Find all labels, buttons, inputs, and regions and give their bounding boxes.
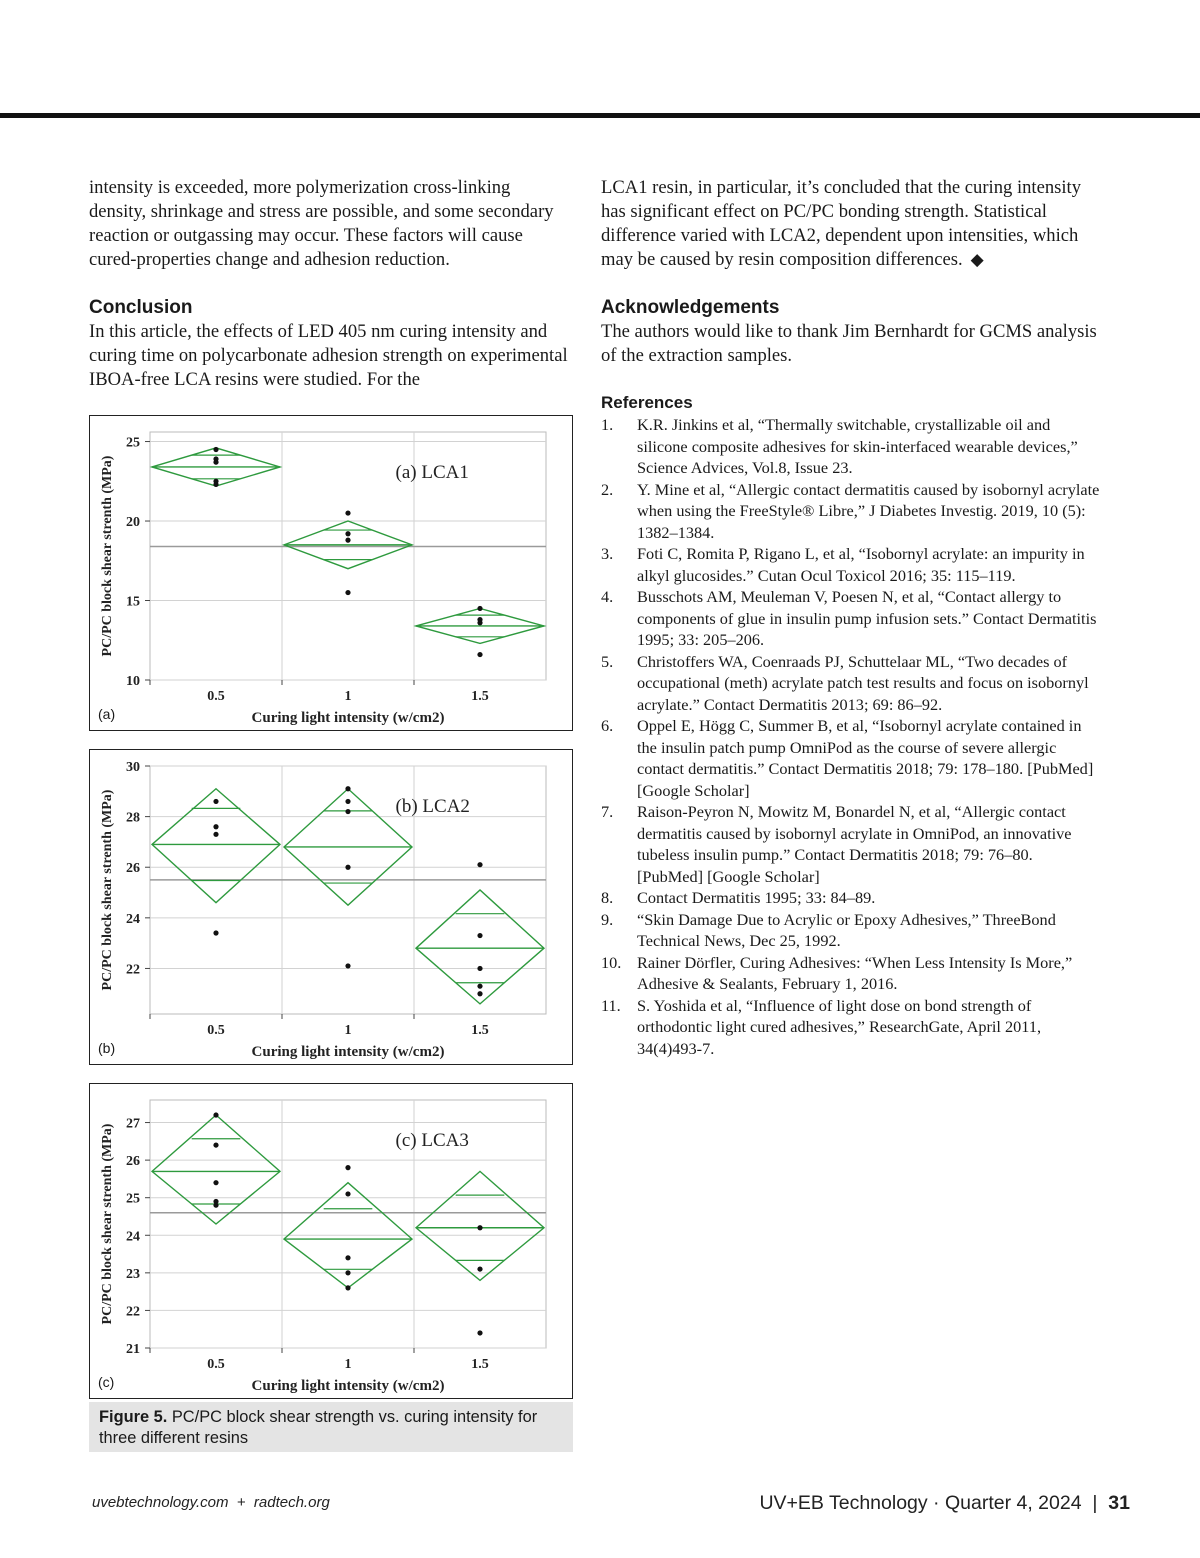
data-point bbox=[345, 590, 350, 595]
reference-item bbox=[601, 543, 1101, 586]
reference-text: Foti C, Romita P, Rigano L, et al, “Isobornyl acrylate: an impurity in alkyl glucosides.” Cutan Ocul Toxicol 2016; 35: 115–119. bbox=[637, 544, 1085, 585]
y-tick-label: 10 bbox=[126, 674, 140, 689]
x-tick-label: 1 bbox=[344, 689, 352, 704]
page-number: 31 bbox=[1108, 1492, 1130, 1514]
data-point bbox=[213, 460, 218, 465]
data-point bbox=[477, 620, 482, 625]
y-tick-label: 26 bbox=[126, 861, 140, 877]
y-tick-label: 20 bbox=[126, 515, 140, 531]
reference-text: Y. Mine et al, “Allergic contact dermatitis caused by isobornyl acrylate when using the FreeStyle® Libre,” J Diabetes Investig. 2019, 10 (5): 1382–1384. bbox=[637, 479, 1100, 542]
left-column bbox=[89, 176, 569, 392]
chart-title: (b) LCA2 bbox=[395, 796, 470, 817]
reference-text: Contact Dermatitis 1995; 33: 84–89. bbox=[637, 888, 876, 907]
reference-number: 2. bbox=[601, 479, 614, 499]
y-tick-label: 22 bbox=[126, 962, 140, 978]
references-list bbox=[601, 414, 1101, 1059]
right-column bbox=[601, 176, 1101, 1059]
data-point bbox=[345, 510, 350, 515]
y-tick-label: 25 bbox=[126, 1191, 140, 1207]
data-point bbox=[345, 963, 350, 968]
data-point bbox=[477, 991, 482, 996]
data-point bbox=[213, 482, 218, 487]
reference-item bbox=[601, 995, 1101, 1060]
chart-title: (a) LCA1 bbox=[395, 462, 469, 483]
reference-text: Rainer Dörfler, Curing Adhesives: “When Less Intensity Is More,” Adhesive & Sealants, February 1, 2016. bbox=[637, 952, 1073, 993]
reference-text: “Skin Damage Due to Acrylic or Epoxy Adhesives,” ThreeBond Technical News, Dec 25, 1992. bbox=[637, 909, 1056, 950]
reference-text: Christoffers WA, Coenraads PJ, Schuttelaar ML, “Two decades of occupational (meth) acrylate patch test results and focus on isobornyl acrylate.” Contact Dermatitis 2013; 69: 86–92. bbox=[637, 651, 1089, 714]
mean-diamond bbox=[152, 789, 280, 903]
data-point bbox=[477, 1266, 482, 1271]
reference-item bbox=[601, 952, 1101, 995]
reference-text: Raison-Peyron N, Mowitz M, Bonardel N, et al, “Allergic contact dermatitis caused by isobornyl acrylate in OmniPod, an innovative tubeless insulin pump.” Contact Dermatitis 2018; 79: 76–80. [PubMed] [Google Scholar] bbox=[637, 802, 1072, 886]
chart-panel-c bbox=[89, 1083, 573, 1399]
data-point bbox=[213, 1142, 218, 1147]
data-point bbox=[213, 799, 218, 804]
data-point bbox=[345, 1255, 350, 1260]
header-rule bbox=[0, 113, 1200, 118]
acknowledgements-heading: Acknowledgements bbox=[601, 297, 780, 318]
x-tick-label: 0.5 bbox=[207, 1023, 225, 1038]
y-tick-label: 22 bbox=[126, 1304, 140, 1320]
data-point bbox=[477, 966, 482, 971]
panel-label-b: (b) bbox=[98, 1040, 116, 1056]
conclusion-continued bbox=[601, 176, 1101, 272]
data-point bbox=[345, 786, 350, 791]
reference-text: Oppel E, Högg C, Summer B, et al, “Isobornyl acrylate contained in the insulin patch pump OmniPod as the course of severe allergic contact dermatitis.” Contact Dermatitis 2018; 79: 178–180. [PubMed] [Google Scholar] bbox=[637, 716, 1094, 800]
x-tick-label: 1 bbox=[344, 1023, 352, 1038]
chart-panel-b bbox=[89, 749, 573, 1065]
reference-number: 7. bbox=[601, 802, 614, 821]
data-point bbox=[213, 447, 218, 452]
footer-publication bbox=[759, 1492, 1130, 1515]
data-point bbox=[213, 1112, 218, 1117]
data-point bbox=[213, 832, 218, 837]
reference-number: 8. bbox=[601, 888, 614, 907]
data-point bbox=[345, 1191, 350, 1196]
data-point bbox=[477, 933, 482, 938]
y-tick-label: 27 bbox=[126, 1116, 140, 1132]
reference-text: S. Yoshida et al, “Influence of light dose on bond strength of orthodontic light cured adhesives,” ResearchGate, April 2011, 34(4)493-7. bbox=[637, 995, 1042, 1058]
data-point bbox=[345, 531, 350, 536]
y-tick-label: 21 bbox=[126, 1342, 140, 1357]
x-tick-label: 1.5 bbox=[471, 1357, 489, 1372]
y-axis-label: PC/PC block shear strenth (MPa) bbox=[100, 789, 115, 991]
reference-number: 1. bbox=[601, 415, 614, 434]
data-point bbox=[345, 865, 350, 870]
y-axis-label: PC/PC block shear strenth (MPa) bbox=[100, 455, 115, 657]
data-point bbox=[345, 799, 350, 804]
y-tick-label: 28 bbox=[126, 810, 140, 826]
y-tick-label: 23 bbox=[126, 1266, 140, 1282]
panel-label-c: (c) bbox=[98, 1374, 115, 1390]
figure-caption-text: PC/PC block shear strength vs. curing intensity for three different resins bbox=[99, 1408, 538, 1447]
end-mark-icon: ◆ bbox=[970, 250, 984, 269]
y-tick-label: 24 bbox=[126, 911, 140, 927]
reference-number: 3. bbox=[601, 544, 614, 563]
y-tick-label: 30 bbox=[126, 760, 140, 775]
reference-item bbox=[601, 801, 1101, 887]
figure-caption-label: Figure 5. bbox=[99, 1408, 168, 1426]
y-tick-label: 24 bbox=[126, 1229, 140, 1245]
reference-item bbox=[601, 887, 1101, 909]
chart-b-svg bbox=[90, 750, 572, 1064]
data-point bbox=[345, 809, 350, 814]
reference-number: 4. bbox=[601, 587, 614, 606]
data-point bbox=[477, 652, 482, 657]
chart-a-svg bbox=[90, 416, 572, 730]
reference-number: 10. bbox=[601, 952, 622, 972]
data-point bbox=[213, 1180, 218, 1185]
data-point bbox=[345, 1270, 350, 1275]
conclusion-paragraph: In this article, the effects of LED 405 nm curing intensity and curing time on polycarbonate adhesion strength on experimental IBOA-free LCA resins were studied. For the bbox=[89, 321, 568, 390]
conclusion-continued-text: LCA1 resin, in particular, it’s concluded that the curing intensity has significant effect on PC/PC bonding strength. Statistical difference varied with LCA2, dependent upon intensities, which may be caused by resin composition differences. bbox=[601, 177, 1081, 270]
x-tick-label: 1.5 bbox=[471, 1023, 489, 1038]
chart-title: (c) LCA3 bbox=[395, 1130, 469, 1151]
acknowledgements-paragraph: The authors would like to thank Jim Bernhardt for GCMS analysis of the extraction samples. bbox=[601, 321, 1097, 366]
chart-panel-a bbox=[89, 415, 573, 731]
x-tick-label: 0.5 bbox=[207, 689, 225, 704]
reference-item bbox=[601, 651, 1101, 716]
intro-paragraph: intensity is exceeded, more polymerization cross-linking density, shrinkage and stress are possible, and some secondary reaction or outgassing may occur. These factors will cause cured-properties change and adhesion reduction. bbox=[89, 177, 554, 270]
figure-caption bbox=[89, 1402, 573, 1452]
plot-frame bbox=[150, 432, 546, 680]
reference-number: 6. bbox=[601, 716, 614, 735]
x-axis-label: Curing light intensity (w/cm2) bbox=[251, 1378, 445, 1394]
reference-text: Busschots AM, Meuleman V, Poesen N, et al, “Contact allergy to components of glue in insulin pump infusion sets.” Contact Dermatitis 1995; 33: 205–206. bbox=[637, 587, 1097, 649]
reference-item bbox=[601, 909, 1101, 952]
data-point bbox=[477, 862, 482, 867]
references-heading: References bbox=[601, 393, 693, 412]
reference-text: K.R. Jinkins et al, “Thermally switchable, crystallizable oil and silicone composite adhesives for skin-interfaced wearable devices,” Science Advices, Vol.8, Issue 23. bbox=[637, 415, 1078, 477]
data-point bbox=[345, 1165, 350, 1170]
x-tick-label: 0.5 bbox=[207, 1357, 225, 1372]
y-tick-label: 15 bbox=[126, 594, 140, 610]
y-tick-label: 25 bbox=[126, 435, 140, 451]
data-point bbox=[345, 538, 350, 543]
chart-c-svg bbox=[90, 1084, 572, 1398]
data-point bbox=[477, 1330, 482, 1335]
reference-number: 5. bbox=[601, 651, 614, 671]
footer-websites: uvebtechnology.com + radtech.org bbox=[92, 1494, 330, 1511]
reference-item bbox=[601, 414, 1101, 479]
reference-item bbox=[601, 479, 1101, 544]
x-tick-label: 1 bbox=[344, 1357, 352, 1372]
data-point bbox=[345, 1285, 350, 1290]
footer-publication-text: UV+EB Technology · Quarter 4, 2024 | bbox=[759, 1492, 1109, 1514]
reference-item bbox=[601, 715, 1101, 801]
data-point bbox=[477, 984, 482, 989]
reference-number: 9. bbox=[601, 909, 614, 929]
conclusion-heading: Conclusion bbox=[89, 297, 193, 318]
y-tick-label: 26 bbox=[126, 1154, 140, 1170]
data-point bbox=[477, 606, 482, 611]
x-axis-label: Curing light intensity (w/cm2) bbox=[251, 710, 445, 726]
data-point bbox=[213, 1203, 218, 1208]
panel-label-a: (a) bbox=[98, 706, 116, 722]
reference-number: 11. bbox=[601, 995, 621, 1015]
data-point bbox=[213, 930, 218, 935]
x-tick-label: 1.5 bbox=[471, 689, 489, 704]
data-point bbox=[477, 1225, 482, 1230]
data-point bbox=[213, 824, 218, 829]
reference-item bbox=[601, 586, 1101, 651]
y-axis-label: PC/PC block shear strenth (MPa) bbox=[100, 1123, 115, 1325]
x-axis-label: Curing light intensity (w/cm2) bbox=[251, 1044, 445, 1060]
